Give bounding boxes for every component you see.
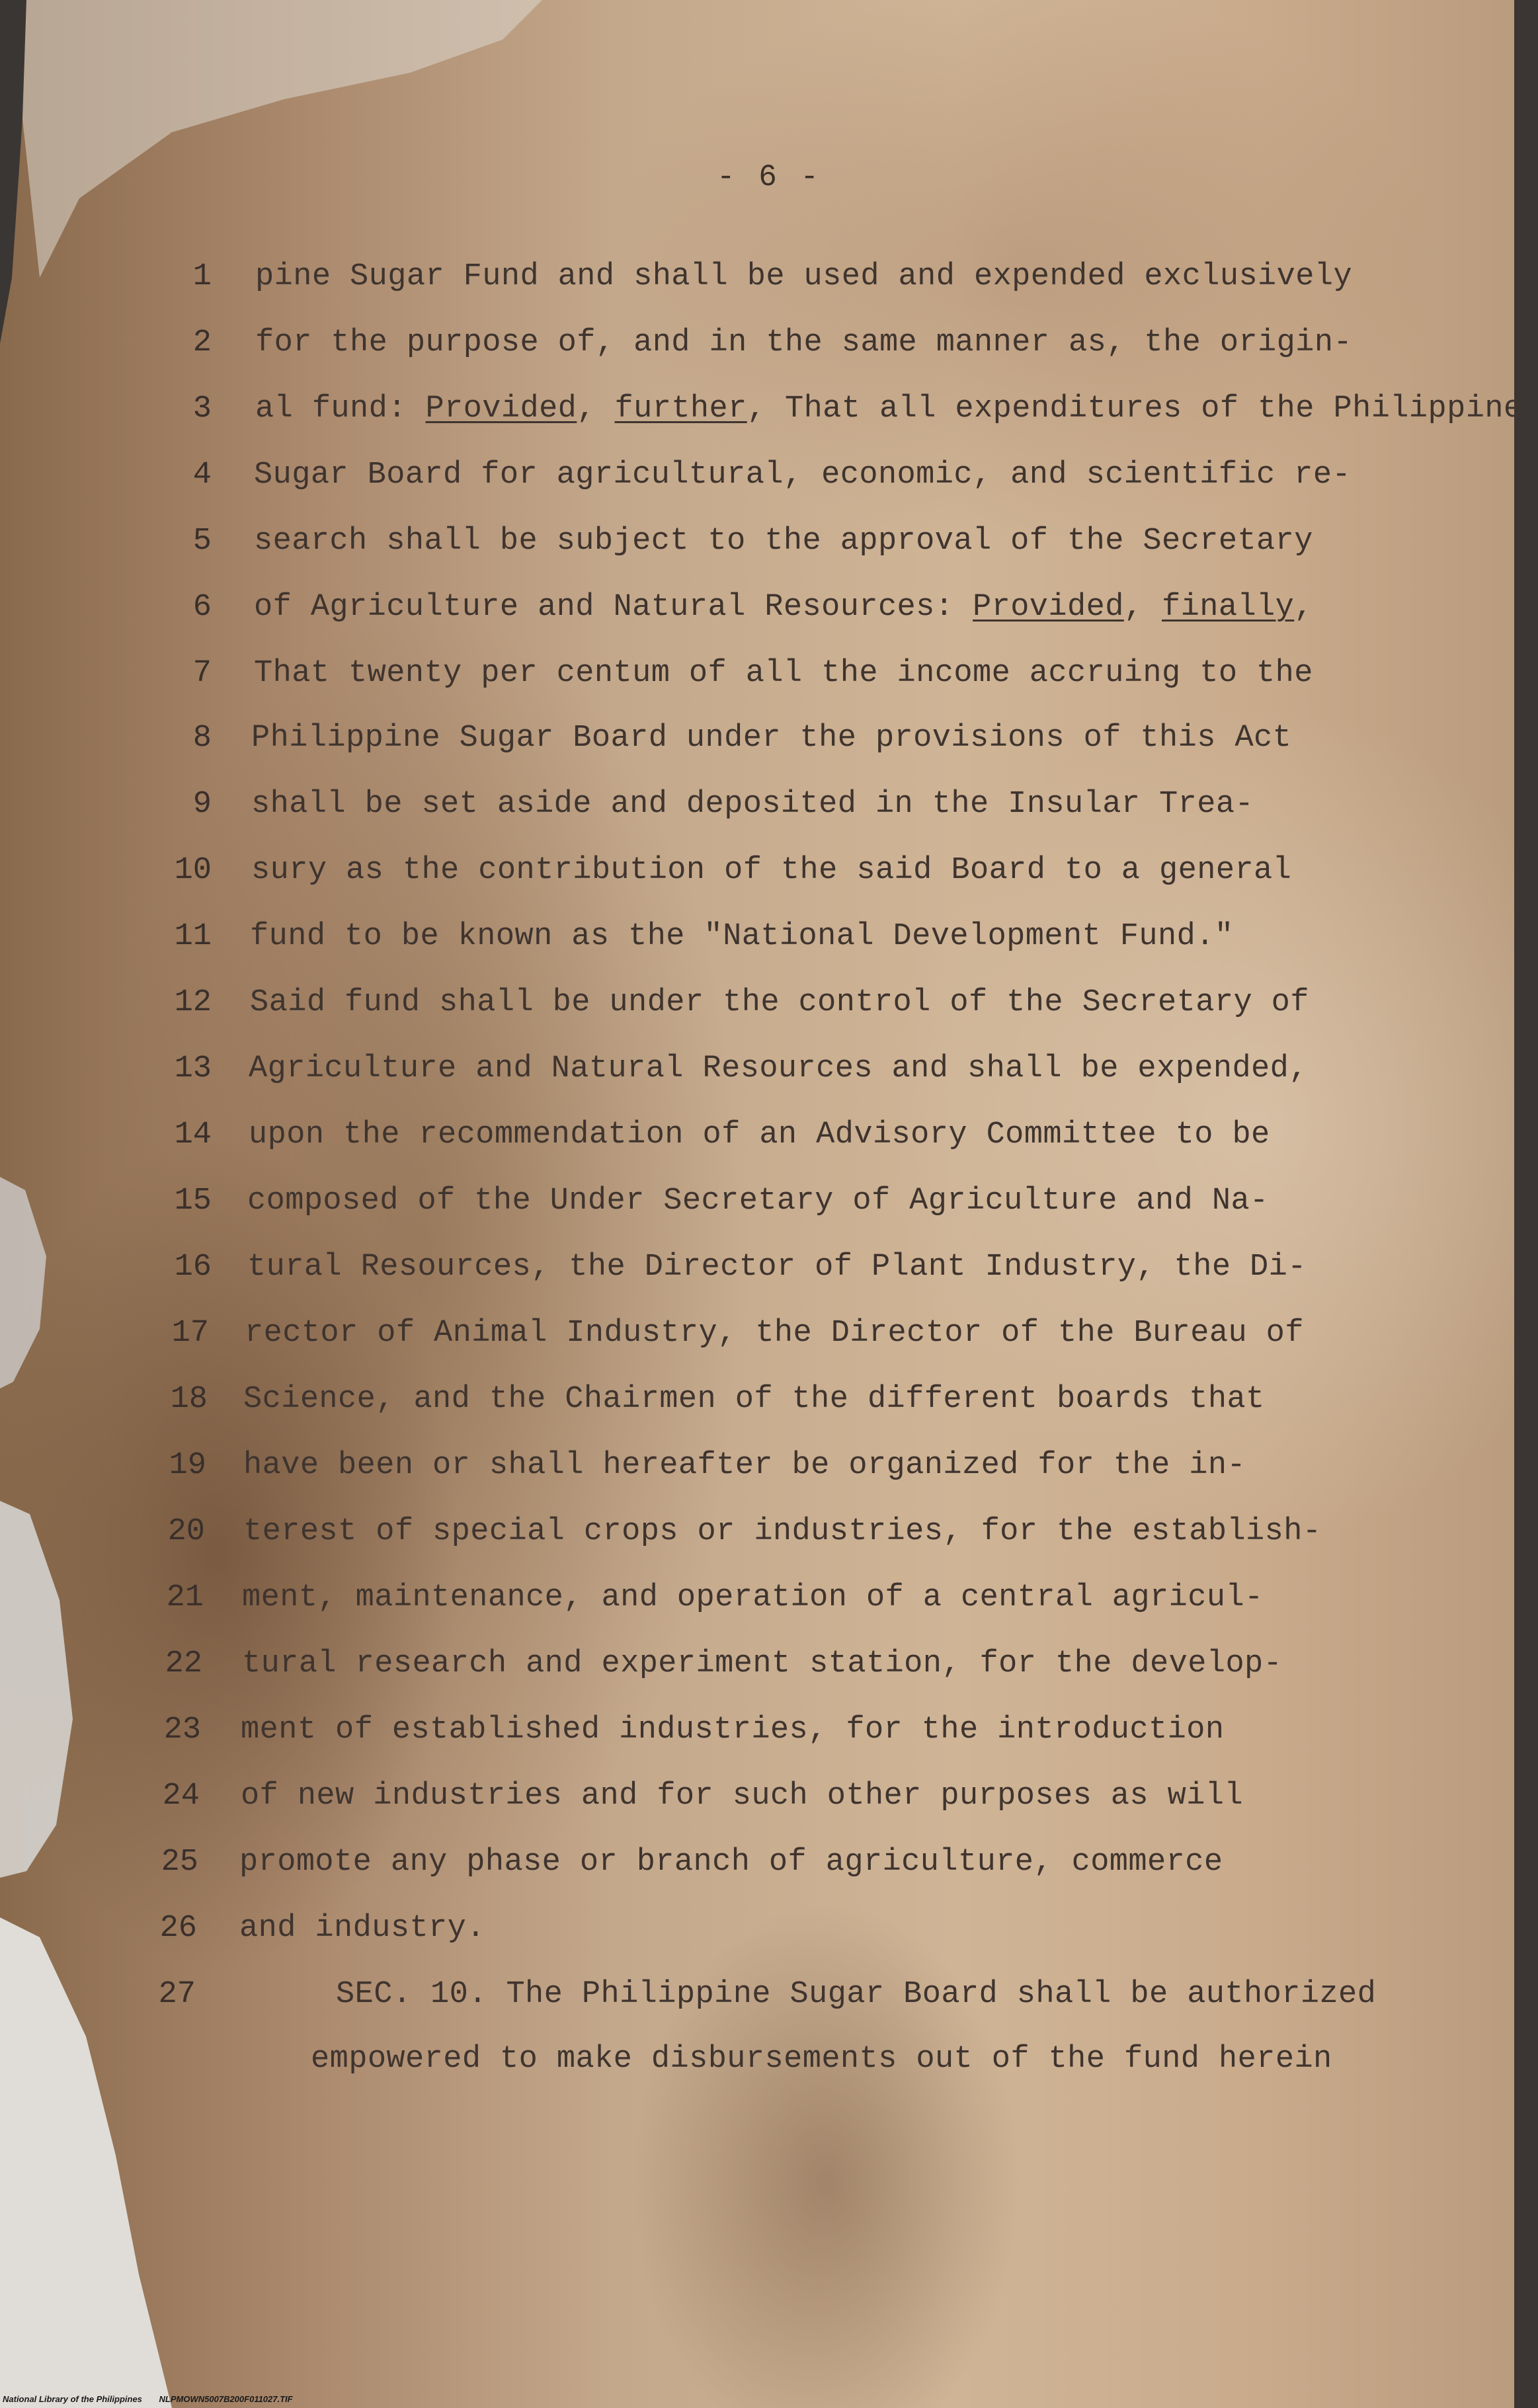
line-number: 2 <box>192 325 212 360</box>
text-line <box>0 590 1538 636</box>
text-segment: , <box>577 391 615 426</box>
text-line <box>0 1051 1538 1098</box>
line-text <box>241 1712 1224 1747</box>
line-number: 6 <box>192 590 212 625</box>
line-text <box>247 1250 1307 1285</box>
line-text <box>247 1184 1269 1219</box>
line-number: 3 <box>192 391 212 426</box>
line-number: 11 <box>174 919 212 954</box>
text-segment: Sugar Board for agricultural, economic, and scientific re- <box>254 458 1352 493</box>
text-line <box>0 1911 1538 1957</box>
underlined-term: further <box>614 391 747 426</box>
file-identifier: NLPMOWN5007B200F011027.TIF <box>159 2394 293 2404</box>
scan-footer <box>3 2394 307 2404</box>
line-number: 18 <box>170 1382 208 1417</box>
text-line <box>0 524 1538 570</box>
line-number: 1 <box>192 259 212 294</box>
line-text <box>311 2042 1332 2077</box>
line-text <box>243 1448 1246 1483</box>
text-line <box>0 853 1538 899</box>
line-text <box>251 853 1291 888</box>
line-text <box>254 590 1313 625</box>
underlined-term: Provided <box>972 590 1124 625</box>
line-text <box>255 325 1352 360</box>
line-number: 20 <box>167 1514 205 1549</box>
text-line <box>0 1448 1538 1494</box>
line-number: 22 <box>165 1646 202 1681</box>
text-line <box>0 1845 1538 1891</box>
text-segment: Said fund shall be under the control of the Secretary of <box>250 985 1309 1020</box>
line-number: 24 <box>162 1779 200 1814</box>
text-segment: That twenty per centum of all the income accruing to the <box>254 656 1313 691</box>
text-segment: empowered to make disbursements out of the fund herein <box>311 2042 1332 2077</box>
underlined-term: Provided <box>425 391 577 426</box>
text-segment: , <box>1123 590 1162 625</box>
line-text <box>241 1779 1243 1814</box>
text-line <box>0 1646 1538 1693</box>
line-text <box>336 1977 1376 2012</box>
line-text <box>243 1382 1265 1417</box>
text-line <box>0 1117 1538 1164</box>
text-line <box>0 787 1538 833</box>
line-number: 23 <box>163 1712 201 1747</box>
line-number: 10 <box>174 853 212 888</box>
line-text <box>251 721 1291 756</box>
line-number: 8 <box>192 721 212 756</box>
text-line <box>0 325 1538 372</box>
underlined-term: finally <box>1162 590 1295 625</box>
text-segment: pine Sugar Fund and shall be used and expended exclusively <box>255 259 1353 294</box>
text-segment: tural research and experiment station, for the develop- <box>242 1646 1283 1681</box>
line-text <box>242 1646 1282 1681</box>
text-line <box>0 1184 1538 1230</box>
text-segment: Philippine Sugar Board under the provisions of this Act <box>251 721 1292 756</box>
text-segment: ment, maintenance, and operation of a central agricul- <box>242 1580 1264 1615</box>
line-text <box>251 787 1254 822</box>
text-line <box>0 985 1538 1031</box>
line-number: 19 <box>169 1448 206 1483</box>
text-line <box>0 1779 1538 1825</box>
line-number: 27 <box>158 1977 196 2012</box>
text-segment: tural Resources, the Director of Plant Industry, the Di- <box>247 1250 1307 1285</box>
line-number: 21 <box>166 1580 204 1615</box>
line-text <box>254 458 1351 493</box>
text-segment: composed of the Under Secretary of Agriculture and Na- <box>247 1184 1269 1219</box>
text-segment: for the purpose of, and in the same manner as, the origin- <box>255 325 1353 360</box>
text-line <box>0 2042 1538 2088</box>
text-segment: search shall be subject to the approval of the Secretary <box>254 524 1313 559</box>
line-text <box>255 391 1523 426</box>
line-number: 14 <box>174 1117 212 1152</box>
text-segment: , That all expenditures of the Philippine <box>747 391 1523 426</box>
text-segment: terest of special crops or industries, for the establish- <box>243 1514 1322 1549</box>
text-segment: of new industries and for such other purposes as will <box>241 1779 1244 1814</box>
text-segment: and industry. <box>239 1911 485 1946</box>
text-segment: al fund: <box>255 391 426 426</box>
line-number: 13 <box>174 1051 212 1086</box>
text-segment: , <box>1294 590 1313 625</box>
text-line <box>0 1977 1538 2023</box>
line-number: 16 <box>174 1250 212 1285</box>
text-line <box>0 1580 1538 1626</box>
line-text <box>255 259 1352 294</box>
line-text <box>254 524 1313 559</box>
library-credit: National Library of the Philippines <box>3 2394 142 2404</box>
line-number: 17 <box>171 1316 209 1351</box>
text-segment: shall be set aside and deposited in the Insular Trea- <box>251 787 1254 822</box>
text-line <box>0 919 1538 965</box>
text-segment: upon the recommendation of an Advisory Committee to be <box>249 1117 1270 1152</box>
text-segment: promote any phase or branch of agriculture, commerce <box>239 1845 1223 1880</box>
text-line <box>0 1712 1538 1759</box>
text-segment: SEC. 10. The Philippine Sugar Board shall be authorized <box>336 1977 1377 2012</box>
line-text <box>239 1911 485 1946</box>
line-number: 25 <box>161 1845 198 1880</box>
line-text <box>239 1845 1223 1880</box>
text-segment: sury as the contribution of the said Board to a general <box>251 853 1292 888</box>
line-text <box>249 1051 1308 1086</box>
text-segment: have been or shall hereafter be organized for the in- <box>243 1448 1246 1483</box>
line-text <box>242 1580 1264 1615</box>
text-line <box>0 1316 1538 1362</box>
text-segment: of Agriculture and Natural Resources: <box>254 590 973 625</box>
text-line <box>0 721 1538 767</box>
line-number: 7 <box>192 656 212 691</box>
line-text <box>245 1316 1304 1351</box>
text-line <box>0 1382 1538 1428</box>
text-line <box>0 458 1538 504</box>
text-segment: Agriculture and Natural Resources and shall be expended, <box>249 1051 1308 1086</box>
line-text <box>250 985 1309 1020</box>
text-segment: rector of Animal Industry, the Director of the Bureau of <box>245 1316 1304 1351</box>
text-line <box>0 259 1538 305</box>
text-line <box>0 1514 1538 1560</box>
text-line <box>0 656 1538 702</box>
line-text <box>250 919 1233 954</box>
line-number: 9 <box>192 787 212 822</box>
line-text <box>243 1514 1321 1549</box>
line-number: 12 <box>174 985 212 1020</box>
text-line <box>0 1250 1538 1296</box>
line-number: 15 <box>174 1184 212 1219</box>
text-segment: fund to be known as the "National Development Fund." <box>250 919 1234 954</box>
page-number: - 6 - <box>716 160 822 194</box>
text-segment: ment of established industries, for the introduction <box>241 1712 1225 1747</box>
text-segment: Science, and the Chairmen of the different boards that <box>243 1382 1265 1417</box>
text-line <box>0 391 1538 438</box>
line-text <box>249 1117 1270 1152</box>
line-number: 26 <box>159 1911 197 1946</box>
line-text <box>254 656 1313 691</box>
line-number: 5 <box>192 524 212 559</box>
line-number: 4 <box>192 458 212 493</box>
